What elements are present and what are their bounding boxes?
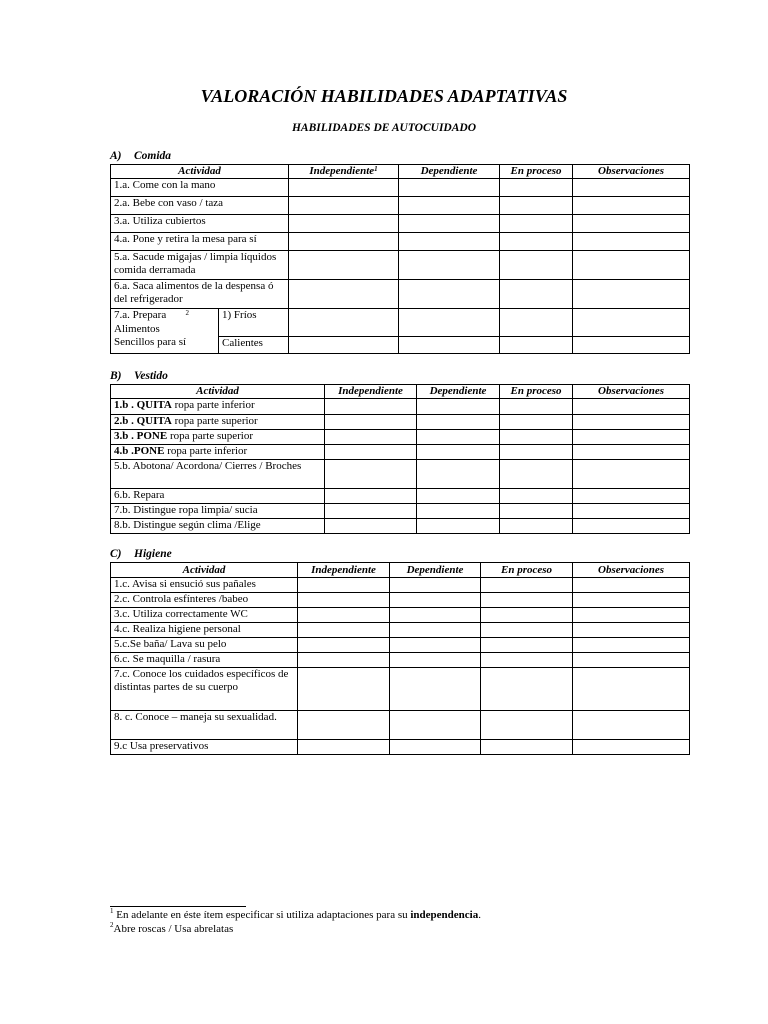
- en-proceso-cell[interactable]: [500, 430, 573, 445]
- table-row: [111, 197, 690, 215]
- dependiente-cell[interactable]: [390, 593, 481, 608]
- en-proceso-cell[interactable]: [481, 638, 573, 653]
- activity-rest: 7.b. Distingue ropa limpia/ sucia: [114, 504, 258, 516]
- dependiente-cell[interactable]: [390, 740, 481, 755]
- observaciones-cell[interactable]: [573, 608, 690, 623]
- independiente-cell[interactable]: [298, 623, 390, 638]
- table-row: [111, 638, 690, 653]
- activity-label: [111, 519, 325, 534]
- col-dependiente-header: Dependiente: [390, 563, 481, 578]
- en-proceso-cell[interactable]: [500, 215, 573, 233]
- independiente-cell[interactable]: [289, 280, 399, 309]
- en-proceso-cell[interactable]: [500, 504, 573, 519]
- table-row: [111, 445, 690, 460]
- observaciones-cell[interactable]: [573, 623, 690, 638]
- activity-label: 1.c. Avisa si ensució sus pañales: [111, 578, 298, 593]
- en-proceso-cell[interactable]: [500, 280, 573, 309]
- activity-label: 4.c. Realiza higiene personal: [111, 623, 298, 638]
- activity-bold: 1.b . QUITA: [114, 399, 172, 411]
- en-proceso-cell[interactable]: [481, 593, 573, 608]
- observaciones-cell[interactable]: [573, 638, 690, 653]
- section-b-table: [110, 384, 690, 534]
- activity-label: 8. c. Conoce – maneja su sexualidad.: [111, 711, 298, 740]
- dependiente-cell[interactable]: [417, 399, 500, 415]
- activity-label: 5.c.Se baña/ Lava su pelo: [111, 638, 298, 653]
- en-proceso-cell[interactable]: [500, 489, 573, 504]
- en-proceso-cell[interactable]: [481, 623, 573, 638]
- observaciones-cell[interactable]: [573, 445, 690, 460]
- independiente-cell[interactable]: [289, 233, 399, 251]
- dependiente-cell[interactable]: [417, 519, 500, 534]
- dependiente-cell[interactable]: [399, 233, 500, 251]
- dependiente-cell[interactable]: [399, 179, 500, 197]
- en-proceso-cell[interactable]: [481, 740, 573, 755]
- activity-label: [111, 460, 325, 489]
- table-row: [111, 251, 690, 280]
- activity-rest: ropa parte superior: [171, 415, 258, 427]
- footnote-1-mark: 1: [110, 907, 114, 915]
- dependiente-cell[interactable]: [399, 309, 500, 354]
- col-en-proceso-header: En proceso: [500, 165, 573, 179]
- independiente-cell[interactable]: [298, 608, 390, 623]
- activity-label: [111, 489, 325, 504]
- en-proceso-cell[interactable]: [500, 179, 573, 197]
- observaciones-cell[interactable]: [573, 740, 690, 755]
- col-en-proceso-header: En proceso: [481, 563, 573, 578]
- activity-bold: 4.b .PONE: [114, 445, 165, 457]
- table-row: [111, 280, 690, 309]
- col-observaciones-header: Observaciones: [573, 385, 690, 399]
- dependiente-cell[interactable]: [417, 460, 500, 489]
- section-a-name: Comida: [134, 150, 172, 162]
- observaciones-cell[interactable]: [573, 430, 690, 445]
- dependiente-cell[interactable]: [399, 197, 500, 215]
- dependiente-cell[interactable]: [417, 415, 500, 430]
- independiente-cell[interactable]: [325, 430, 417, 445]
- section-c-table: [110, 562, 690, 755]
- prepara-line1: 7.a. Prepara: [114, 309, 167, 321]
- section-a-heading: [110, 150, 171, 162]
- footnote-1-text: En adelante en éste ítem especificar si utiliza adaptaciones para su: [113, 909, 411, 921]
- activity-label: [111, 445, 325, 460]
- en-proceso-cell[interactable]: [500, 399, 573, 415]
- observaciones-cell[interactable]: [573, 251, 690, 280]
- independiente-cell[interactable]: [298, 668, 390, 711]
- activity-label: [111, 430, 325, 445]
- table-row: [111, 489, 690, 504]
- document-subtitle: HABILIDADES DE AUTOCUIDADO: [291, 122, 477, 134]
- independiente-cell[interactable]: [325, 399, 417, 415]
- en-proceso-cell[interactable]: [500, 233, 573, 251]
- independiente-cell[interactable]: [298, 740, 390, 755]
- activity-label: 7.c. Conoce los cuidados específicos de distintas partes de su cuerpo: [111, 668, 298, 711]
- en-proceso-cell[interactable]: [500, 445, 573, 460]
- section-b-heading: [110, 370, 168, 382]
- en-proceso-cell[interactable]: [500, 309, 573, 354]
- activity-label: 2.c. Controla esfínteres /babeo: [111, 593, 298, 608]
- prepara-alimentos-cell: [111, 309, 289, 354]
- table-row: [111, 233, 690, 251]
- footnote-1-bold: independencia: [410, 909, 479, 921]
- independiente-cell[interactable]: [298, 711, 390, 740]
- independiente-cell[interactable]: [298, 638, 390, 653]
- en-proceso-cell[interactable]: [500, 519, 573, 534]
- observaciones-cell[interactable]: [573, 519, 690, 534]
- activity-label: [111, 415, 325, 430]
- section-a-letter: A): [110, 150, 122, 162]
- dependiente-cell[interactable]: [390, 653, 481, 668]
- activity-rest: ropa parte superior: [167, 430, 254, 442]
- dependiente-cell[interactable]: [417, 504, 500, 519]
- dependiente-cell[interactable]: [399, 251, 500, 280]
- prepara-line3: Sencillos para sí: [114, 336, 187, 348]
- footnote-2: [110, 923, 233, 935]
- table-row: [111, 415, 690, 430]
- dependiente-cell[interactable]: [390, 608, 481, 623]
- table-row: [111, 309, 690, 354]
- table-row: [111, 215, 690, 233]
- section-b-name: Vestido: [134, 370, 168, 382]
- activity-label: 1.a. Come con la mano: [111, 179, 289, 197]
- dependiente-cell[interactable]: [390, 638, 481, 653]
- table-row: [111, 593, 690, 608]
- activity-label: 2.a. Bebe con vaso / taza: [111, 197, 289, 215]
- section-c-name: Higiene: [134, 548, 172, 560]
- col-observaciones-header: Observaciones: [573, 165, 690, 179]
- footnote-ref-2: 2: [185, 309, 189, 317]
- section-a-table: [110, 164, 690, 354]
- independiente-cell[interactable]: [325, 460, 417, 489]
- observaciones-cell[interactable]: [573, 197, 690, 215]
- section-c-header-row: [111, 563, 690, 578]
- col-actividad-header: Actividad: [111, 165, 289, 179]
- activity-bold: 3.b . PONE: [114, 430, 168, 442]
- en-proceso-cell[interactable]: [481, 653, 573, 668]
- observaciones-cell[interactable]: [573, 280, 690, 309]
- observaciones-cell[interactable]: [573, 489, 690, 504]
- en-proceso-cell[interactable]: [500, 197, 573, 215]
- table-row: [111, 608, 690, 623]
- activity-rest: ropa parte inferior: [164, 445, 248, 457]
- dependiente-cell[interactable]: [390, 711, 481, 740]
- observaciones-cell[interactable]: [573, 399, 690, 415]
- observaciones-cell[interactable]: [573, 504, 690, 519]
- independiente-cell[interactable]: [289, 309, 399, 354]
- table-row: [111, 399, 690, 415]
- table-row: [111, 740, 690, 755]
- dependiente-cell[interactable]: [390, 578, 481, 593]
- table-row: [111, 653, 690, 668]
- table-row: [111, 668, 690, 711]
- independiente-cell[interactable]: [325, 519, 417, 534]
- observaciones-cell[interactable]: [573, 215, 690, 233]
- col-independiente-header: Independiente: [325, 385, 417, 399]
- section-c-heading: [110, 548, 172, 560]
- activity-label: 5.a. Sacude migajas / limpia líquidos comida derramada: [111, 251, 289, 280]
- observaciones-cell[interactable]: [573, 653, 690, 668]
- en-proceso-cell[interactable]: [500, 460, 573, 489]
- footnote-1: [110, 909, 481, 921]
- dependiente-cell[interactable]: [417, 430, 500, 445]
- independiente-cell[interactable]: [325, 415, 417, 430]
- col-actividad-header: Actividad: [111, 385, 325, 399]
- table-row: [111, 578, 690, 593]
- sub-option-calientes: Calientes: [222, 337, 263, 349]
- independiente-cell[interactable]: [289, 197, 399, 215]
- dependiente-cell[interactable]: [390, 668, 481, 711]
- dependiente-cell[interactable]: [417, 489, 500, 504]
- dependiente-cell[interactable]: [399, 215, 500, 233]
- activity-rest: 6.b. Repara: [114, 489, 165, 501]
- sub-option-frios: 1) Fríos: [219, 309, 288, 337]
- observaciones-cell[interactable]: [573, 460, 690, 489]
- observaciones-cell[interactable]: [573, 415, 690, 430]
- dependiente-cell[interactable]: [399, 280, 500, 309]
- activity-label: 9.c Usa preservativos: [111, 740, 298, 755]
- independiente-cell[interactable]: [298, 593, 390, 608]
- en-proceso-cell[interactable]: [481, 578, 573, 593]
- activity-label: 3.c. Utiliza correctamente WC: [111, 608, 298, 623]
- prepara-sub-options: [219, 309, 288, 353]
- independiente-cell[interactable]: [289, 251, 399, 280]
- section-a-header-row: [111, 165, 690, 179]
- col-dependiente-header: Dependiente: [399, 165, 500, 179]
- table-row: [111, 504, 690, 519]
- col-observaciones-header: Observaciones: [573, 563, 690, 578]
- observaciones-cell[interactable]: [573, 711, 690, 740]
- activity-rest: ropa parte inferior: [171, 399, 255, 411]
- prepara-alimentos-label: [111, 309, 219, 353]
- activity-label: 3.a. Utiliza cubiertos: [111, 215, 289, 233]
- section-b-letter: B): [110, 370, 122, 382]
- en-proceso-cell[interactable]: [500, 251, 573, 280]
- dependiente-cell[interactable]: [390, 623, 481, 638]
- observaciones-cell[interactable]: [573, 179, 690, 197]
- table-row: [111, 711, 690, 740]
- activity-label: 4.a. Pone y retira la mesa para sí: [111, 233, 289, 251]
- col-independiente-label: Independiente: [309, 165, 375, 177]
- table-row: [111, 179, 690, 197]
- footnote-1-end: .: [478, 909, 481, 921]
- col-independiente-header: Independiente: [298, 563, 390, 578]
- footnote-divider: [110, 906, 246, 907]
- activity-rest: 8.b. Distingue según clima /Elige: [114, 519, 261, 531]
- observaciones-cell[interactable]: [573, 593, 690, 608]
- en-proceso-cell[interactable]: [481, 668, 573, 711]
- activity-bold: 2.b . QUITA: [114, 415, 172, 427]
- col-dependiente-header: Dependiente: [417, 385, 500, 399]
- col-en-proceso-header: En proceso: [500, 385, 573, 399]
- activity-label: [111, 399, 325, 415]
- independiente-cell[interactable]: [325, 504, 417, 519]
- independiente-cell[interactable]: [289, 179, 399, 197]
- table-row: [111, 623, 690, 638]
- table-row: [111, 430, 690, 445]
- independiente-cell[interactable]: [298, 653, 390, 668]
- observaciones-cell[interactable]: [573, 668, 690, 711]
- independiente-cell[interactable]: [289, 215, 399, 233]
- table-row: [111, 519, 690, 534]
- document-title: VALORACIÓN HABILIDADES ADAPTATIVAS: [200, 86, 568, 106]
- activity-label: [111, 504, 325, 519]
- section-c-letter: C): [110, 548, 122, 560]
- observaciones-cell[interactable]: [573, 578, 690, 593]
- en-proceso-cell[interactable]: [481, 711, 573, 740]
- activity-label: 6.c. Se maquilla / rasura: [111, 653, 298, 668]
- en-proceso-cell[interactable]: [481, 608, 573, 623]
- en-proceso-cell[interactable]: [500, 415, 573, 430]
- independiente-cell[interactable]: [298, 578, 390, 593]
- activity-label: 6.a. Saca alimentos de la despensa ó del refrigerador: [111, 280, 289, 309]
- observaciones-cell[interactable]: [573, 233, 690, 251]
- footnote-ref-1: 1: [374, 165, 378, 173]
- footnote-2-text: Abre roscas / Usa abrelatas: [113, 923, 234, 935]
- dependiente-cell[interactable]: [417, 445, 500, 460]
- section-b-header-row: [111, 385, 690, 399]
- col-actividad-header: Actividad: [111, 563, 298, 578]
- independiente-cell[interactable]: [325, 445, 417, 460]
- table-row: [111, 460, 690, 489]
- prepara-line2: Alimentos: [114, 322, 160, 335]
- independiente-cell[interactable]: [325, 489, 417, 504]
- footnote-2-mark: 2: [110, 921, 114, 929]
- observaciones-cell[interactable]: [573, 309, 690, 354]
- activity-rest: 5.b. Abotona/ Acordona/ Cierres / Broches: [114, 460, 302, 472]
- col-independiente-header: [289, 165, 399, 179]
